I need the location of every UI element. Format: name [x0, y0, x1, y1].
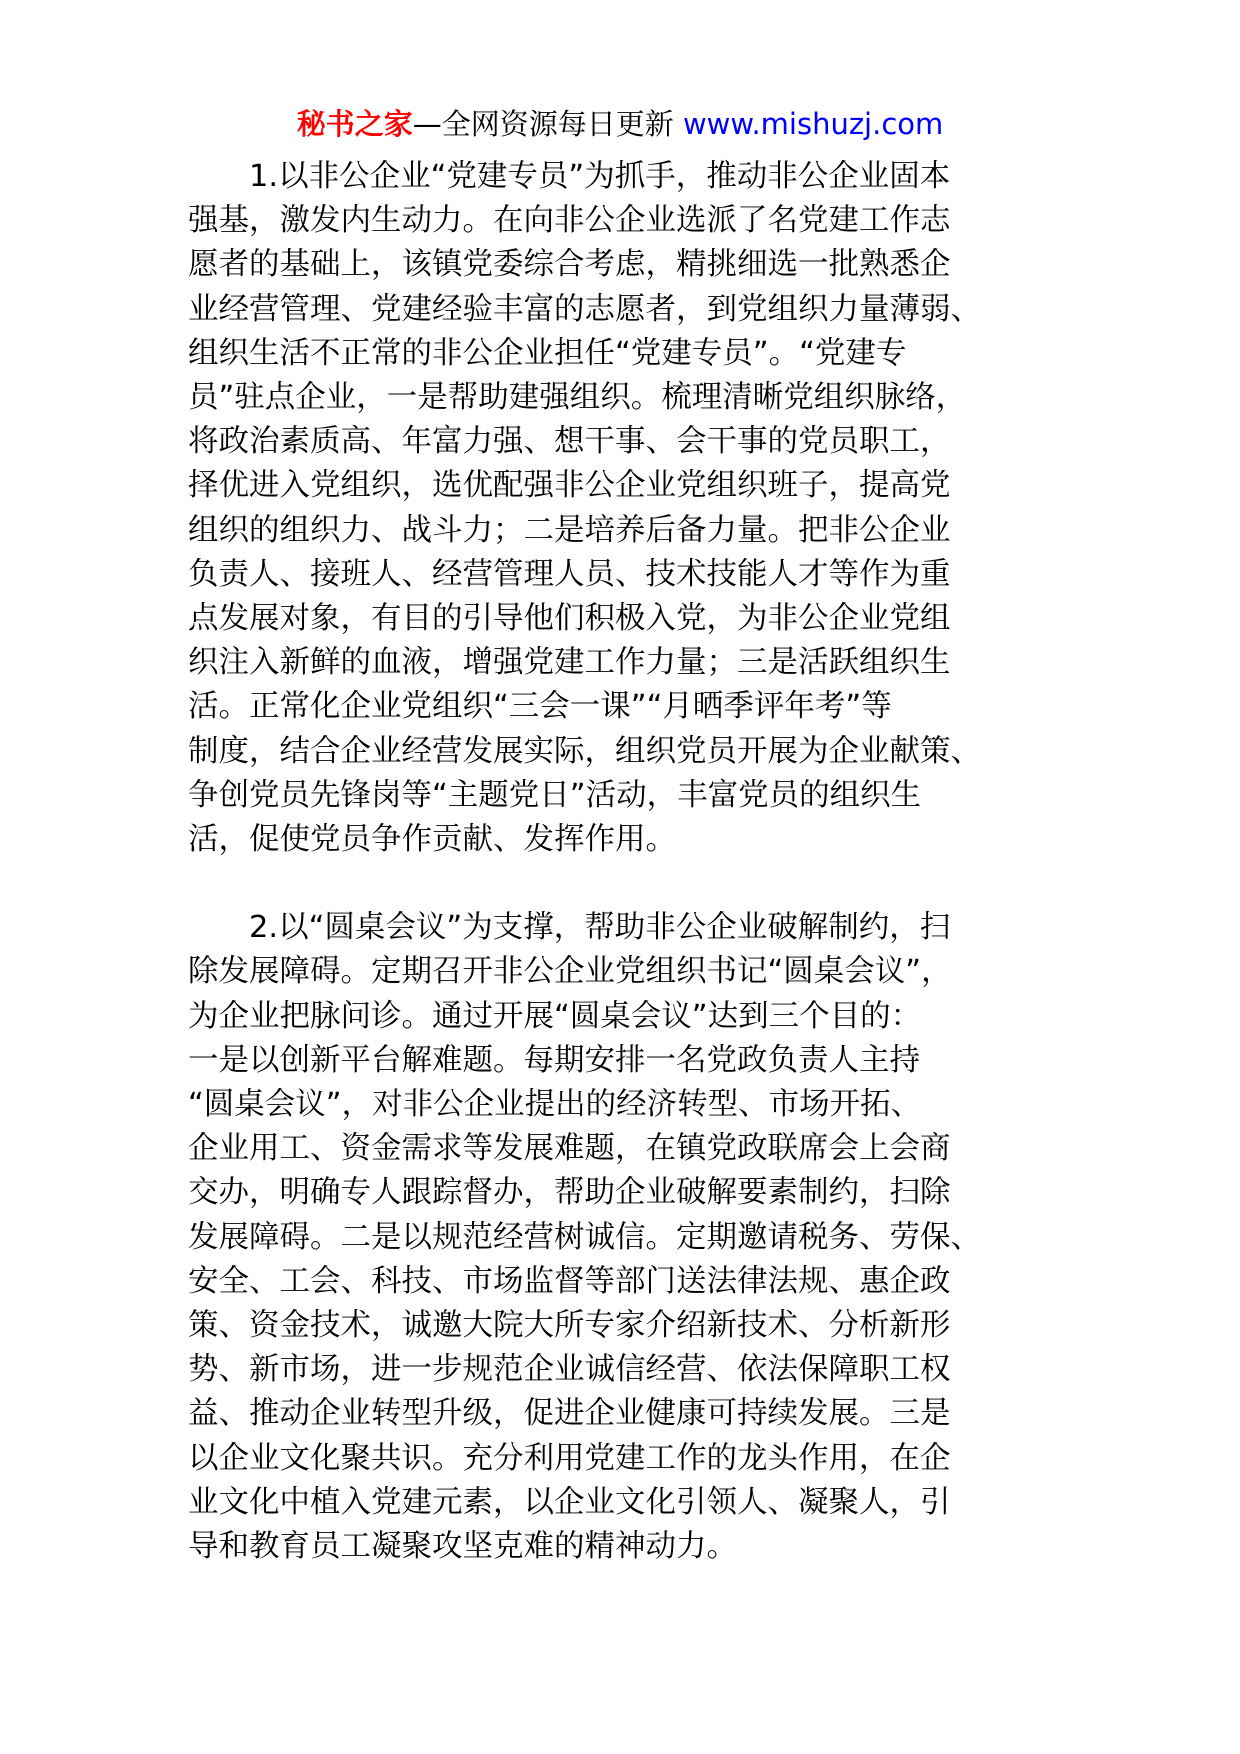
text-line: 员”驻点企业，一是帮助建强组织。梳理清晰党组织脉络， [188, 380, 967, 416]
text-line: 组织生活不正常的非公企业担任“党建专员”。“党建专 [188, 335, 907, 371]
text-line: 活。正常化企业党组织“三会一课”“月晒季评年考”等 [188, 689, 892, 725]
text-line: 织注入新鲜的血液，增强党建工作力量；三是活跃组织生 [188, 645, 951, 681]
text-line: 策、资金技术，诚邀大院大所专家介绍新技术、分析新形 [188, 1308, 951, 1344]
text-line: 愿者的基础上，该镇党委综合考虑，精挑细选一批熟悉企 [188, 247, 951, 283]
text-line: 除发展障碍。定期召开非公企业党组织书记“圆桌会议”， [188, 954, 952, 990]
text-line: 强基，激发内生动力。在向非公企业选派了名党建工作志 [188, 203, 951, 239]
text-line: 一是以创新平台解难题。每期安排一名党政负责人主持 [188, 1042, 920, 1078]
text-line: 发展障碍。二是以规范经营树诚信。定期邀请税务、劳保、 [188, 1219, 981, 1255]
text-line: 以企业文化聚共识。充分利用党建工作的龙头作用，在企 [188, 1440, 951, 1476]
text-line: 择优进入党组织，选优配强非公企业党组织班子，提高党 [188, 468, 951, 504]
text-line: 业文化中植入党建元素，以企业文化引领人、凝聚人，引 [188, 1484, 951, 1520]
site-brand: 秘书之家 [296, 107, 413, 141]
text-line: 益、推动企业转型升级，促进企业健康可持续发展。三是 [188, 1396, 951, 1432]
paragraph-2 [188, 906, 1058, 1569]
text-line: 活，促使党员争作贡献、发挥作用。 [188, 822, 676, 858]
site-url[interactable]: www.mishuzj.com [682, 107, 944, 141]
text-line: 2.以“圆桌会议”为支撑，帮助非公企业破解制约，扫 [188, 910, 951, 946]
text-line: 为企业把脉问诊。通过开展“圆桌会议”达到三个目的： [188, 998, 922, 1034]
text-line: 制度，结合企业经营发展实际，组织党员开展为企业献策、 [188, 733, 981, 769]
text-line: 1.以非公企业“党建专员”为抓手，推动非公企业固本 [188, 159, 951, 194]
site-tagline: —全网资源每日更新 [412, 107, 683, 141]
document-body [188, 155, 1058, 1569]
text-line: 安全、工会、科技、市场监督等部门送法律法规、惠企政 [188, 1263, 951, 1299]
paragraph-1 [188, 155, 1058, 862]
text-line: 交办，明确专人跟踪督办，帮助企业破解要素制约，扫除 [188, 1175, 951, 1211]
text-line: 点发展对象，有目的引导他们积极入党，为非公企业党组 [188, 601, 951, 637]
text-line: 业经营管理、党建经验丰富的志愿者，到党组织力量薄弱、 [188, 291, 981, 327]
text-line: 企业用工、资金需求等发展难题，在镇党政联席会上会商 [188, 1131, 951, 1167]
text-line: 势、新市场，进一步规范企业诚信经营、依法保障职工权 [188, 1352, 951, 1388]
text-line: 负责人、接班人、经营管理人员、技术技能人才等作为重 [188, 556, 951, 592]
text-line: “圆桌会议”，对非公企业提出的经济转型、市场开拓、 [188, 1087, 922, 1123]
text-line: 争创党员先锋岗等“主题党日”活动，丰富党员的组织生 [188, 777, 922, 813]
text-line: 组织的组织力、战斗力；二是培养后备力量。把非公企业 [188, 512, 951, 548]
page-header [0, 100, 1240, 148]
text-line: 将政治素质高、年富力强、想干事、会干事的党员职工， [188, 424, 951, 460]
text-line: 导和教育员工凝聚攻坚克难的精神动力。 [188, 1529, 737, 1565]
